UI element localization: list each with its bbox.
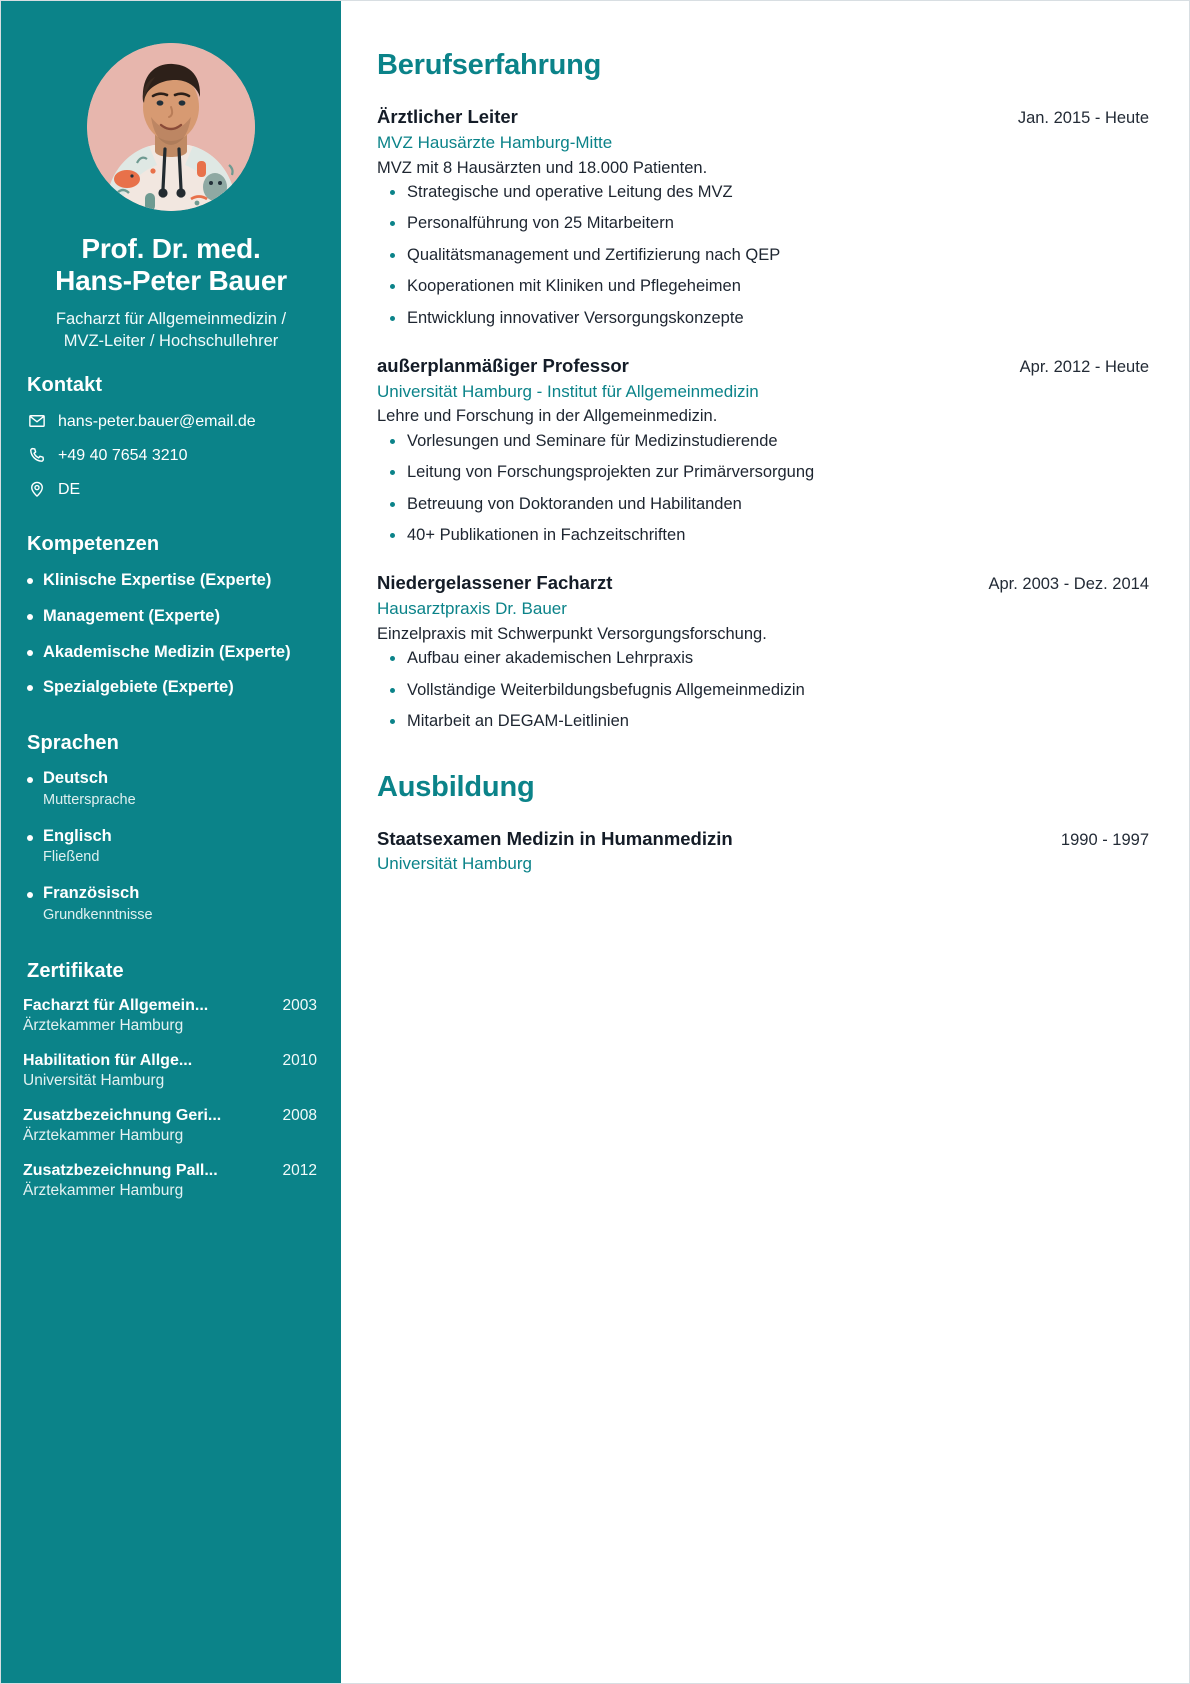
certificate-name: Habilitation für Allge... <box>23 1052 193 1070</box>
experience-bullets <box>377 182 1149 329</box>
experience-bullets <box>377 648 1149 732</box>
skills-list <box>23 570 319 698</box>
certificate-issuer: Ärztekammer Hamburg <box>23 1127 184 1145</box>
education-school: Universität Hamburg <box>377 854 532 874</box>
language-item <box>23 769 319 811</box>
experience-section-title: Berufserfahrung <box>377 49 602 81</box>
skill-item: Klinische Expertise (Experte) <box>23 570 319 591</box>
contact-location[interactable] <box>23 479 319 499</box>
certificate-issuer: Universität Hamburg <box>23 1072 165 1090</box>
person-name <box>23 233 319 297</box>
experience-bullet: Aufbau einer akademischen Lehrpraxis <box>377 648 1149 669</box>
experience-entry <box>377 106 1149 329</box>
experience-date: Apr. 2003 - Dez. 2014 <box>988 575 1149 594</box>
experience-bullet: Leitung von Forschungsprojekten zur Primärversorgung <box>377 462 1149 483</box>
experience-entry-header <box>377 106 1149 129</box>
skills-heading: Kompetenzen <box>27 533 160 556</box>
experience-bullet: Vollständige Weiterbildungsbefugnis Allgemeinmedizin <box>377 680 1149 701</box>
certificates-list <box>23 997 319 1201</box>
contact-phone-value: +49 40 7654 3210 <box>58 446 188 464</box>
experience-date: Apr. 2012 - Heute <box>1019 357 1149 376</box>
language-name: Englisch <box>43 826 112 845</box>
main-content <box>341 1 1189 1683</box>
language-level: Fließend <box>43 849 100 866</box>
envelope-icon <box>27 411 47 431</box>
contact-location-value: DE <box>58 480 81 498</box>
skill-item: Akademische Medizin (Experte) <box>23 642 319 663</box>
experience-organization: MVZ Hausärzte Hamburg-Mitte <box>377 132 613 152</box>
certificate-top-row <box>23 1052 317 1071</box>
certificate-top-row <box>23 1107 317 1126</box>
experience-description: Einzelpraxis mit Schwerpunkt Versorgungsforschung. <box>377 624 767 643</box>
experience-bullet: 40+ Publikationen in Fachzeitschriften <box>377 525 1149 546</box>
experience-description: Lehre und Forschung in der Allgemeinmedizin. <box>377 407 718 426</box>
education-entry-header <box>377 828 1149 851</box>
location-pin-icon <box>27 479 47 499</box>
experience-bullet: Betreuung von Doktoranden und Habilitanden <box>377 494 1149 515</box>
language-name: Französisch <box>43 884 140 903</box>
certificate-issuer: Ärztekammer Hamburg <box>23 1017 184 1035</box>
experience-role: Niedergelassener Facharzt <box>377 572 613 594</box>
certificate-year: 2008 <box>282 1107 317 1125</box>
education-entry <box>377 828 1149 877</box>
certificate-name: Zusatzbezeichnung Geri... <box>23 1107 222 1125</box>
experience-bullet: Personalführung von 25 Mitarbeitern <box>377 213 1149 234</box>
experience-organization: Hausarztpraxis Dr. Bauer <box>377 599 567 619</box>
certificate-item <box>23 1107 319 1146</box>
contact-phone[interactable] <box>23 445 319 465</box>
avatar <box>87 43 255 211</box>
experience-bullet: Vorlesungen und Seminare für Medizinstudierende <box>377 431 1149 452</box>
experience-entry-header <box>377 572 1149 595</box>
certificate-item <box>23 1052 319 1091</box>
certificate-issuer: Ärztekammer Hamburg <box>23 1182 184 1200</box>
language-name: Deutsch <box>43 768 109 787</box>
certificate-name: Facharzt für Allgemein... <box>23 997 209 1015</box>
contact-list <box>23 411 319 499</box>
languages-list <box>23 769 319 926</box>
experience-organization: Universität Hamburg - Institut für Allgemeinmedizin <box>377 381 759 401</box>
certificate-top-row <box>23 1162 317 1181</box>
language-level: Muttersprache <box>43 791 136 808</box>
sidebar <box>1 1 341 1683</box>
experience-entry <box>377 355 1149 547</box>
certificate-item <box>23 997 319 1036</box>
person-headline-line2: MVZ-Leiter / Hochschullehrer <box>63 331 279 350</box>
person-name-line2: Hans-Peter Bauer <box>55 264 287 296</box>
experience-role: Ärztlicher Leiter <box>377 106 518 127</box>
avatar-photo-icon <box>87 43 255 211</box>
experience-bullet: Entwicklung innovativer Versorgungskonzepte <box>377 308 1149 329</box>
languages-heading: Sprachen <box>27 731 119 754</box>
certificate-item <box>23 1162 319 1201</box>
education-degree: Staatsexamen Medizin in Humanmedizin <box>377 827 733 849</box>
contact-email[interactable] <box>23 411 319 431</box>
certificates-heading: Zertifikate <box>27 960 124 983</box>
certificate-top-row <box>23 997 317 1016</box>
experience-description: MVZ mit 8 Hausärzten und 18.000 Patienten. <box>377 158 708 177</box>
experience-date: Jan. 2015 - Heute <box>1017 109 1149 127</box>
experience-entry <box>377 572 1149 732</box>
person-headline-line1: Facharzt für Allgemeinmedizin / <box>55 309 287 328</box>
contact-heading: Kontakt <box>27 374 103 397</box>
experience-entry-header <box>377 355 1149 378</box>
education-date: 1990 - 1997 <box>1060 830 1149 849</box>
certificate-name: Zusatzbezeichnung Pall... <box>23 1162 218 1180</box>
experience-bullet: Strategische und operative Leitung des MVZ <box>377 182 1149 203</box>
experience-role: außerplanmäßiger Professor <box>377 354 629 376</box>
experience-bullet: Qualitätsmanagement und Zertifizierung nach QEP <box>377 245 1149 266</box>
phone-icon <box>27 445 47 465</box>
contact-email-value: hans-peter.bauer@email.de <box>58 412 256 430</box>
experience-bullets <box>377 431 1149 547</box>
experience-bullet: Mitarbeit an DEGAM-Leitlinien <box>377 711 1149 732</box>
experience-bullet: Kooperationen mit Kliniken und Pflegeheimen <box>377 276 1149 297</box>
education-section-title: Ausbildung <box>377 770 535 803</box>
language-item <box>23 884 319 926</box>
language-item <box>23 827 319 869</box>
skill-item: Spezialgebiete (Experte) <box>23 677 319 698</box>
person-headline <box>23 309 319 353</box>
certificate-year: 2012 <box>282 1162 317 1180</box>
certificate-year: 2010 <box>282 1052 317 1070</box>
skill-item: Management (Experte) <box>23 606 319 627</box>
avatar-wrapper <box>23 43 319 211</box>
person-name-line1: Prof. Dr. med. <box>81 233 261 264</box>
certificate-year: 2003 <box>282 997 317 1015</box>
language-level: Grundkenntnisse <box>43 907 153 924</box>
